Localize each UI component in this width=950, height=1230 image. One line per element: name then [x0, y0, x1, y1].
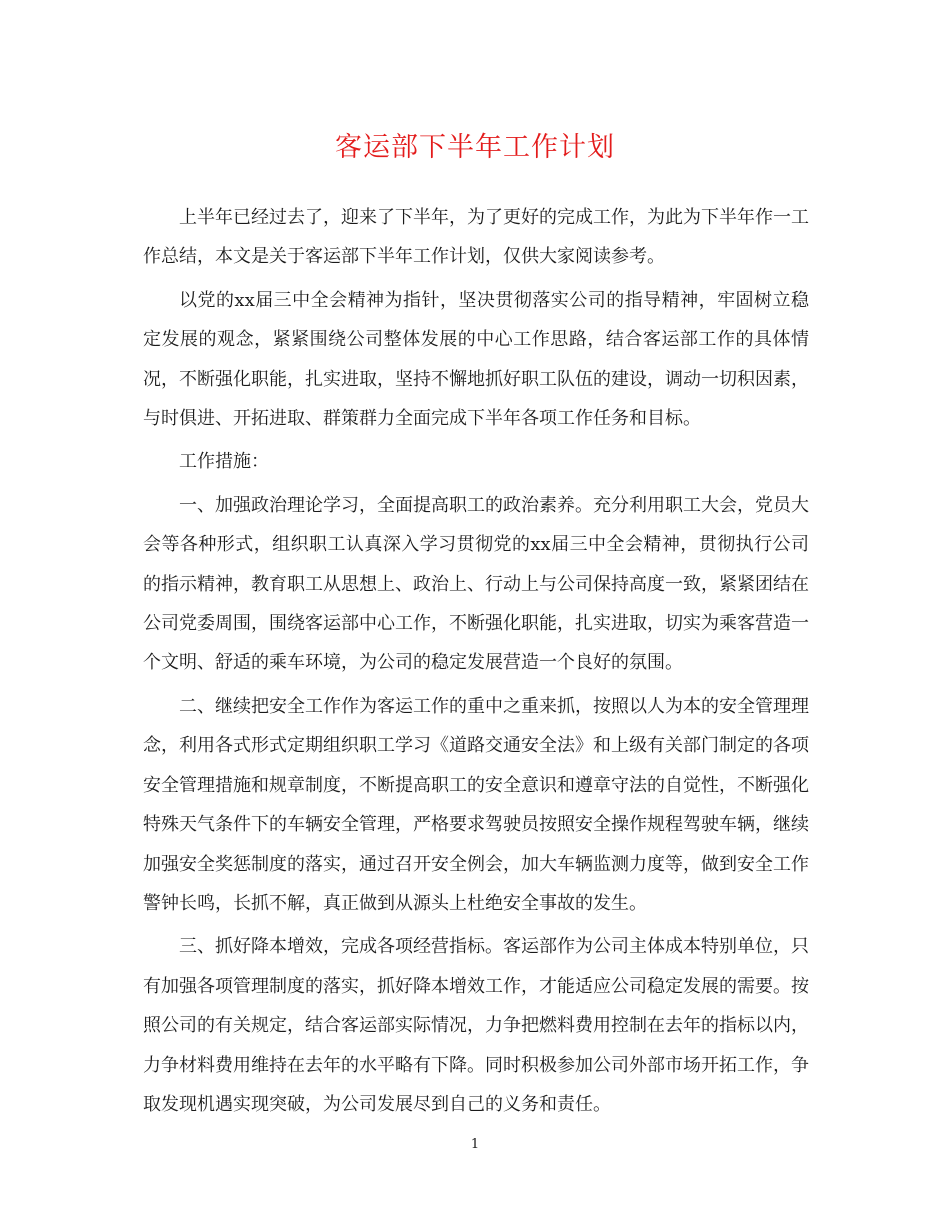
measure-three-paragraph: 三、抓好降本增效，完成各项经营指标。客运部作为公司主体成本特别单位，只有加强各项管理制度的落实，抓好降本增效工作，才能适应公司稳定发展的需要。按照公司的有关规定，结合客运部实际情况，力争把燃料费用控制在去年的指标以内，力争材料费用维持在去年的水平略有下降。同时积极参加公司外部市场开拓工作，争取发现机遇实现突破，为公司发展尽到自己的义务和责任。 [143, 936, 809, 1115]
work-measures-heading: 工作措施： [179, 451, 269, 473]
measure-two-paragraph: 二、继续把安全工作作为客运工作的重中之重来抓，按照以人为本的安全管理理念，利用各式形式定期组织职工学习《道路交通安全法》和上级有关部门制定的各项安全管理措施和规章制度，不断提高职工的安全意识和遵章守法的自觉性，不断强化特殊天气条件下的车辆安全管理，严格要求驾驶员按照安全操作规程驾驶车辆，继续加强安全奖惩制度的落实，通过召开安全例会，加大车辆监测力度等，做到安全工作警钟长鸣，长抓不解，真正做到从源头上杜绝安全事故的发生。 [143, 695, 809, 914]
intro-paragraph: 上半年已经过去了，迎来了下半年，为了更好的完成工作，为此为下半年作一工作总结，本文是关于客运部下半年工作计划，仅供大家阅读参考。 [143, 207, 809, 268]
document-body [143, 198, 809, 1128]
guiding-principle-paragraph: 以党的xx届三中全会精神为指针，坚决贯彻落实公司的指导精神，牢固树立稳定发展的观念，紧紧围绕公司整体发展的中心工作思路，结合客运部工作的具体情况，不断强化职能，扎实进取，坚持不懈地抓好职工队伍的建设，调动一切积因素，与时俱进、开拓进取、群策群力全面完成下半年各项工作任务和目标。 [143, 289, 809, 430]
measure-one-paragraph: 一、加强政治理论学习，全面提高职工的政治素养。充分利用职工大会，党员大会等各种形式，组织职工认真深入学习贯彻党的xx届三中全会精神，贯彻执行公司的指示精神，教育职工从思想上、政治上、行动上与公司保持高度一致，紧紧团结在公司党委周围，围绕客运部中心工作，不断强化职能，扎实进取，切实为乘客营造一个文明、舒适的乘车环境，为公司的稳定发展营造一个良好的氛围。 [143, 494, 809, 674]
document-title: 客运部下半年工作计划 [335, 132, 615, 163]
page-number: 1 [470, 1137, 480, 1152]
